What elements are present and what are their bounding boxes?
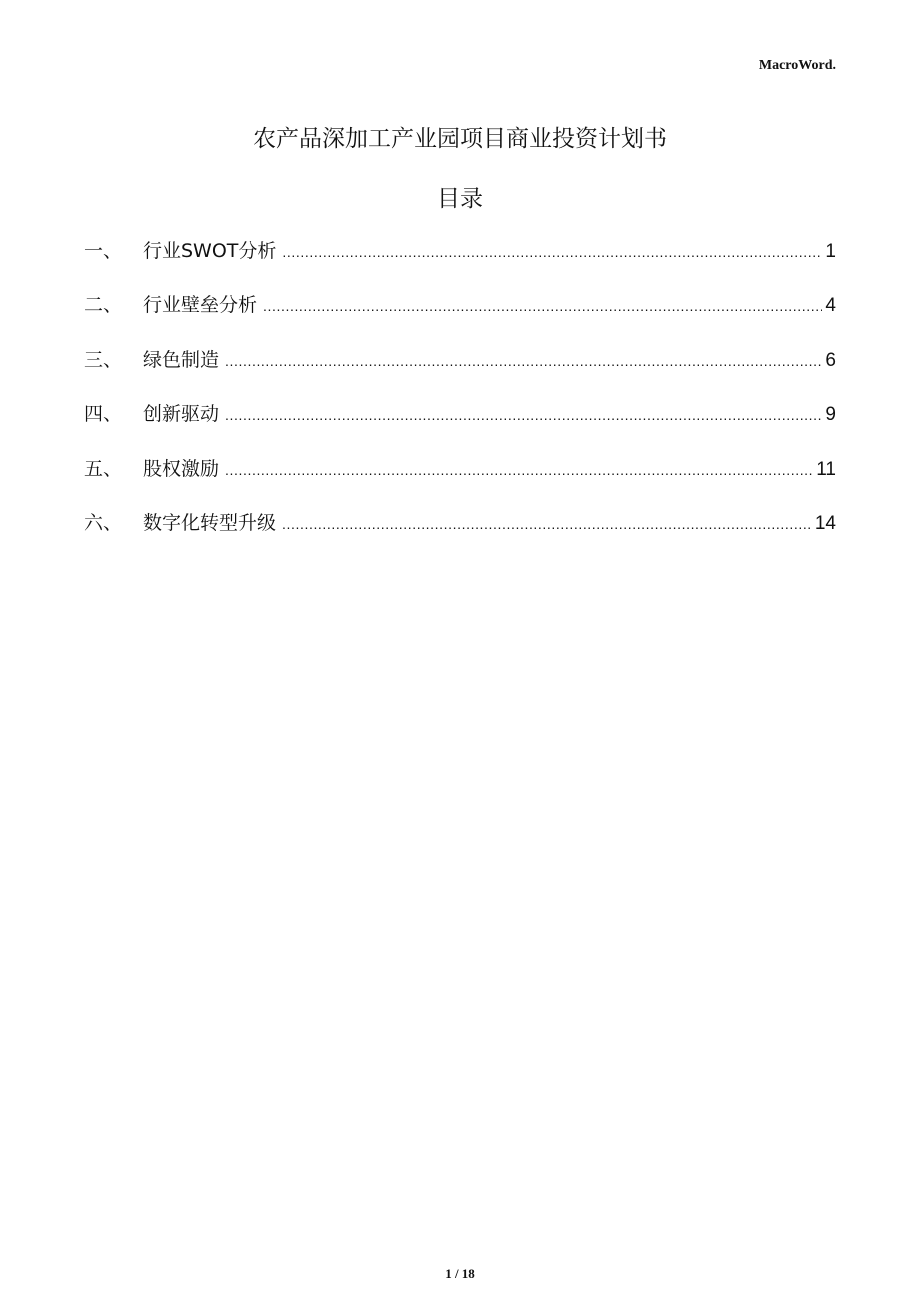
toc-entry-page: 1 xyxy=(825,241,836,262)
toc-entry-number: 一、 xyxy=(84,240,123,262)
table-of-contents xyxy=(84,236,836,562)
toc-entry-number: 三、 xyxy=(84,348,123,371)
toc-entry-page: 11 xyxy=(816,458,836,480)
toc-entry-label: 股权激励 xyxy=(143,457,220,480)
toc-entry-number: 二、 xyxy=(84,294,123,317)
toc-entry-label: 行业SWOT分析 xyxy=(143,240,277,262)
toc-entry-label: 数字化转型升级 xyxy=(143,511,277,534)
toc-entry-number: 五、 xyxy=(84,457,123,480)
toc-entry-label: 创新驱动 xyxy=(143,403,220,426)
toc-entry[interactable] xyxy=(84,399,836,453)
page-indicator: 1 / 18 xyxy=(445,1266,475,1281)
toc-entry[interactable] xyxy=(84,345,836,399)
toc-leader-dots xyxy=(225,462,813,478)
toc-entry-page: 14 xyxy=(814,512,836,534)
toc-leader-dots xyxy=(225,353,822,369)
document-title: 农产品深加工产业园项目商业投资计划书 xyxy=(253,126,667,152)
header-brand: MacroWord. xyxy=(758,58,836,73)
toc-entry-number: 六、 xyxy=(84,511,123,534)
toc-entry-label: 绿色制造 xyxy=(143,348,220,371)
toc-entry-page: 4 xyxy=(825,295,836,317)
toc-leader-dots xyxy=(282,244,822,260)
toc-leader-dots xyxy=(282,516,812,532)
toc-entry-number: 四、 xyxy=(84,403,123,426)
toc-leader-dots xyxy=(263,298,822,314)
toc-entry-label: 行业壁垒分析 xyxy=(143,294,258,317)
toc-leader-dots xyxy=(225,407,822,423)
toc-entry-page: 9 xyxy=(825,404,836,426)
toc-entry[interactable] xyxy=(84,236,836,290)
toc-entry[interactable] xyxy=(84,454,836,508)
toc-entry-page: 6 xyxy=(825,349,836,371)
toc-heading: 目录 xyxy=(437,186,483,212)
toc-entry[interactable] xyxy=(84,290,836,344)
toc-entry[interactable] xyxy=(84,508,836,562)
